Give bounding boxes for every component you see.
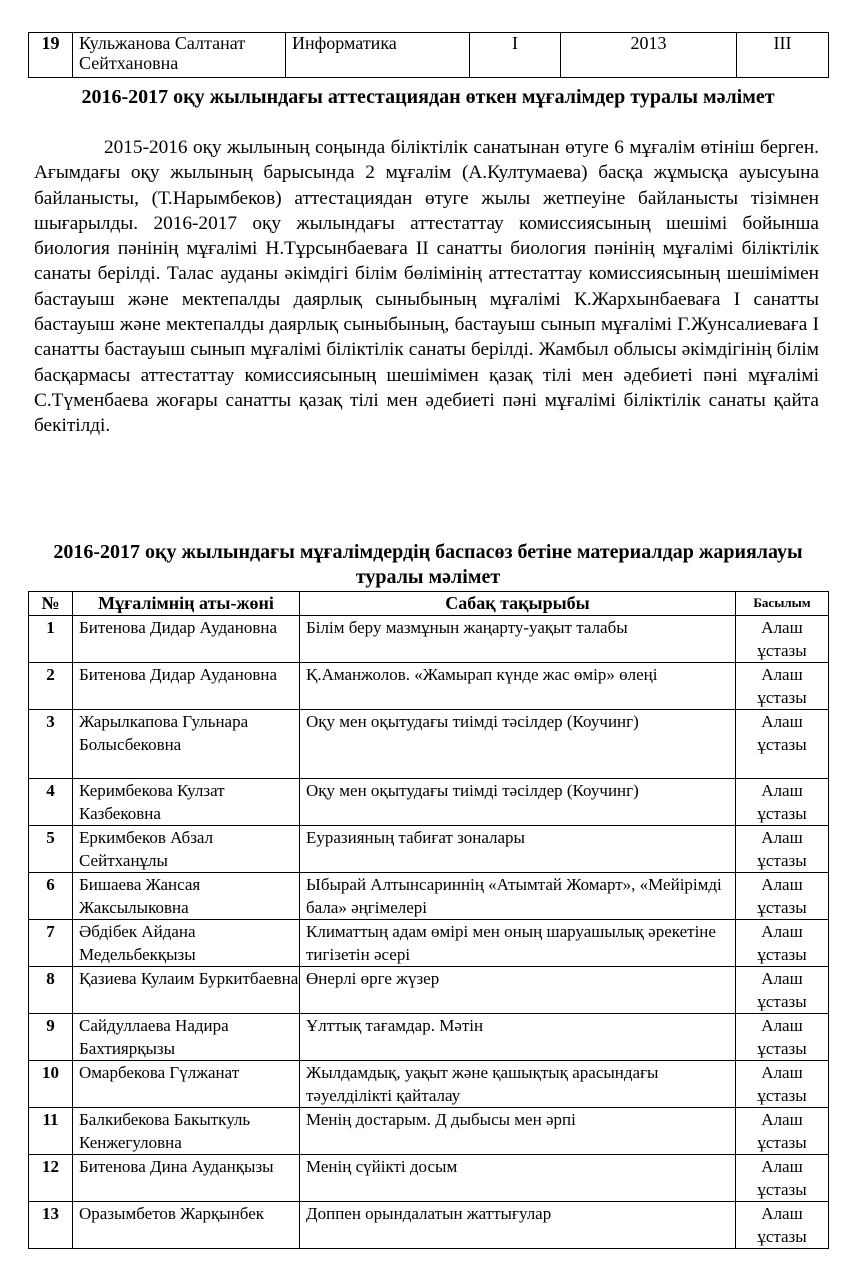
- table-row: [29, 1014, 829, 1061]
- table-row: [29, 710, 829, 779]
- publication: Алаш ұстазы: [736, 1061, 829, 1108]
- table-row: [29, 967, 829, 1014]
- row-number: 7: [29, 920, 73, 967]
- year: 2013: [561, 33, 737, 78]
- lesson-topic: Білім беру мазмұнын жаңарту-уақыт талабы: [300, 616, 736, 663]
- grade: III: [737, 33, 829, 78]
- row-number: 8: [29, 967, 73, 1014]
- lesson-topic: Оқу мен оқытудағы тиімді тәсілдер (Коучинг): [300, 710, 736, 779]
- publication: Алаш ұстазы: [736, 873, 829, 920]
- header-topic: Сабақ тақырыбы: [300, 592, 736, 616]
- table-row: [29, 1061, 829, 1108]
- publication: Алаш ұстазы: [736, 1202, 829, 1249]
- row-number: 3: [29, 710, 73, 779]
- table-row: [29, 33, 829, 78]
- lesson-topic: Қ.Аманжолов. «Жамырап күнде жас өмір» өлеңі: [300, 663, 736, 710]
- teacher-name: Омарбекова Гүлжанат: [73, 1061, 300, 1108]
- row-number: 9: [29, 1014, 73, 1061]
- publication: Алаш ұстазы: [736, 826, 829, 873]
- header-name: Мұғалімнің аты-жөні: [73, 592, 300, 616]
- publication: Алаш ұстазы: [736, 663, 829, 710]
- row-number: 5: [29, 826, 73, 873]
- teacher-name: Жарылкапова Гульнара Болысбековна: [73, 710, 300, 779]
- row-number: 6: [29, 873, 73, 920]
- publication: Алаш ұстазы: [736, 1014, 829, 1061]
- category: I: [470, 33, 561, 78]
- row-number: 13: [29, 1202, 73, 1249]
- lesson-topic: Оқу мен оқытудағы тиімді тәсілдер (Коучинг): [300, 779, 736, 826]
- teacher-name: Қазиева Кулаим Буркитбаевна: [73, 967, 300, 1014]
- teacher-name: Битенова Дидар Аудановна: [73, 616, 300, 663]
- row-number: 4: [29, 779, 73, 826]
- publication: Алаш ұстазы: [736, 967, 829, 1014]
- table-row: [29, 1108, 829, 1155]
- previous-table-row: [28, 32, 829, 78]
- lesson-topic: Өнерлі өрге жүзер: [300, 967, 736, 1014]
- teacher-name: Оразымбетов Жарқынбек: [73, 1202, 300, 1249]
- row-number: 1: [29, 616, 73, 663]
- row-number: 11: [29, 1108, 73, 1155]
- row-number: 10: [29, 1061, 73, 1108]
- table-row: [29, 920, 829, 967]
- teacher-name: Кульжанова Салтанат Сейтхановна: [73, 33, 286, 78]
- teacher-name: Сайдуллаева Надира Бахтиярқызы: [73, 1014, 300, 1061]
- publications-heading: 2016-2017 оқу жылындағы мұғалімдердің баспасөз бетіне материалдар жариялауы туралы мәлімет: [53, 541, 803, 588]
- teacher-name: Битенова Дина Ауданқызы: [73, 1155, 300, 1202]
- table-header-row: [29, 592, 829, 616]
- lesson-topic: Ұлттық тағамдар. Мәтін: [300, 1014, 736, 1061]
- publications-table: [28, 591, 829, 1249]
- table-body: [29, 616, 829, 1249]
- row-number: 12: [29, 1155, 73, 1202]
- publication: Алаш ұстазы: [736, 1155, 829, 1202]
- publication: Алаш ұстазы: [736, 616, 829, 663]
- publication: Алаш ұстазы: [736, 1108, 829, 1155]
- teacher-name: Керимбекова Кулзат Казбековна: [73, 779, 300, 826]
- table-row: [29, 1155, 829, 1202]
- publication: Алаш ұстазы: [736, 779, 829, 826]
- row-number: 2: [29, 663, 73, 710]
- teacher-name: Бишаева Жансая Жаксылыковна: [73, 873, 300, 920]
- lesson-topic: Менің сүйікті досым: [300, 1155, 736, 1202]
- table-row: [29, 826, 829, 873]
- table-row: [29, 1202, 829, 1249]
- attestation-paragraph: 2015-2016 оқу жылының соңында біліктілік санатынан өтуге 6 мұғалім өтініш берген. Ағымдағы оқу жылының барысында 2 мұғалім (А.Култумаева) басқа жұмысқа ауысуына байланысты, (Т.Нарымбеков) аттестациядан өтуге жылы жетпеуіне байланысты тізімнен шығарылды. 2016-2017 оқу жылындағы аттестаттау комиссиясының шешімі бойынша биология пәнінің мұғалімі Н.Тұрсынбаеваға ІІ санатты биология пәнінің мұғалімі біліктілік санаты берілді. Талас ауданы әкімдігі білім бөлімінің аттестаттау комиссиясының шешімімен бастауыш және мектепалды даярлық сыныбының мұғалімі К.Жархынбаеваға І санатты бастауыш және мектепалды даярлық сыныбының, бастауыш сынып мұғалімі Г.Жунсалиеваға І санатты бастауыш сынып мұғалімі біліктілік санаты берілді. Жамбыл облысы әкімдігінің білім басқармасы аттестаттау комиссиясының шешімімен қазақ тілі мен әдебиеті пәні мұғалімі С.Түменбаева жоғары санатты қазақ тілі мен әдебиеті пәні мұғалімі біліктілік санаты қайта бекітілді.: [34, 137, 819, 437]
- header-press: Басылым: [736, 592, 829, 616]
- lesson-topic: Ыбырай Алтынсариннің «Атымтай Жомарт», «Мейірімді бала» әңгімелері: [300, 873, 736, 920]
- lesson-topic: Климаттың адам өмірі мен оның шаруашылық әрекетіне тигізетін әсері: [300, 920, 736, 967]
- table-row: [29, 873, 829, 920]
- teacher-name: Битенова Дидар Аудановна: [73, 663, 300, 710]
- subject: Информатика: [286, 33, 470, 78]
- teacher-name: Балкибекова Бакыткуль Кенжегуловна: [73, 1108, 300, 1155]
- publication: Алаш ұстазы: [736, 710, 829, 779]
- header-number: №: [29, 592, 73, 616]
- teacher-name: Еркимбеков Абзал Сейтханұлы: [73, 826, 300, 873]
- attestation-heading: 2016-2017 оқу жылындағы аттестациядан өткен мұғалімдер туралы мәлімет: [81, 86, 775, 108]
- row-number: 19: [29, 33, 73, 78]
- publication: Алаш ұстазы: [736, 920, 829, 967]
- lesson-topic: Еуразияның табиғат зоналары: [300, 826, 736, 873]
- lesson-topic: Жылдамдық, уақыт және қашықтық арасындағы тәуелділікті қайталау: [300, 1061, 736, 1108]
- table-row: [29, 616, 829, 663]
- table-row: [29, 663, 829, 710]
- table-row: [29, 779, 829, 826]
- lesson-topic: Доппен орындалатын жаттығулар: [300, 1202, 736, 1249]
- teacher-name: Әбдібек Айдана Медельбекқызы: [73, 920, 300, 967]
- lesson-topic: Менің достарым. Д дыбысы мен әрпі: [300, 1108, 736, 1155]
